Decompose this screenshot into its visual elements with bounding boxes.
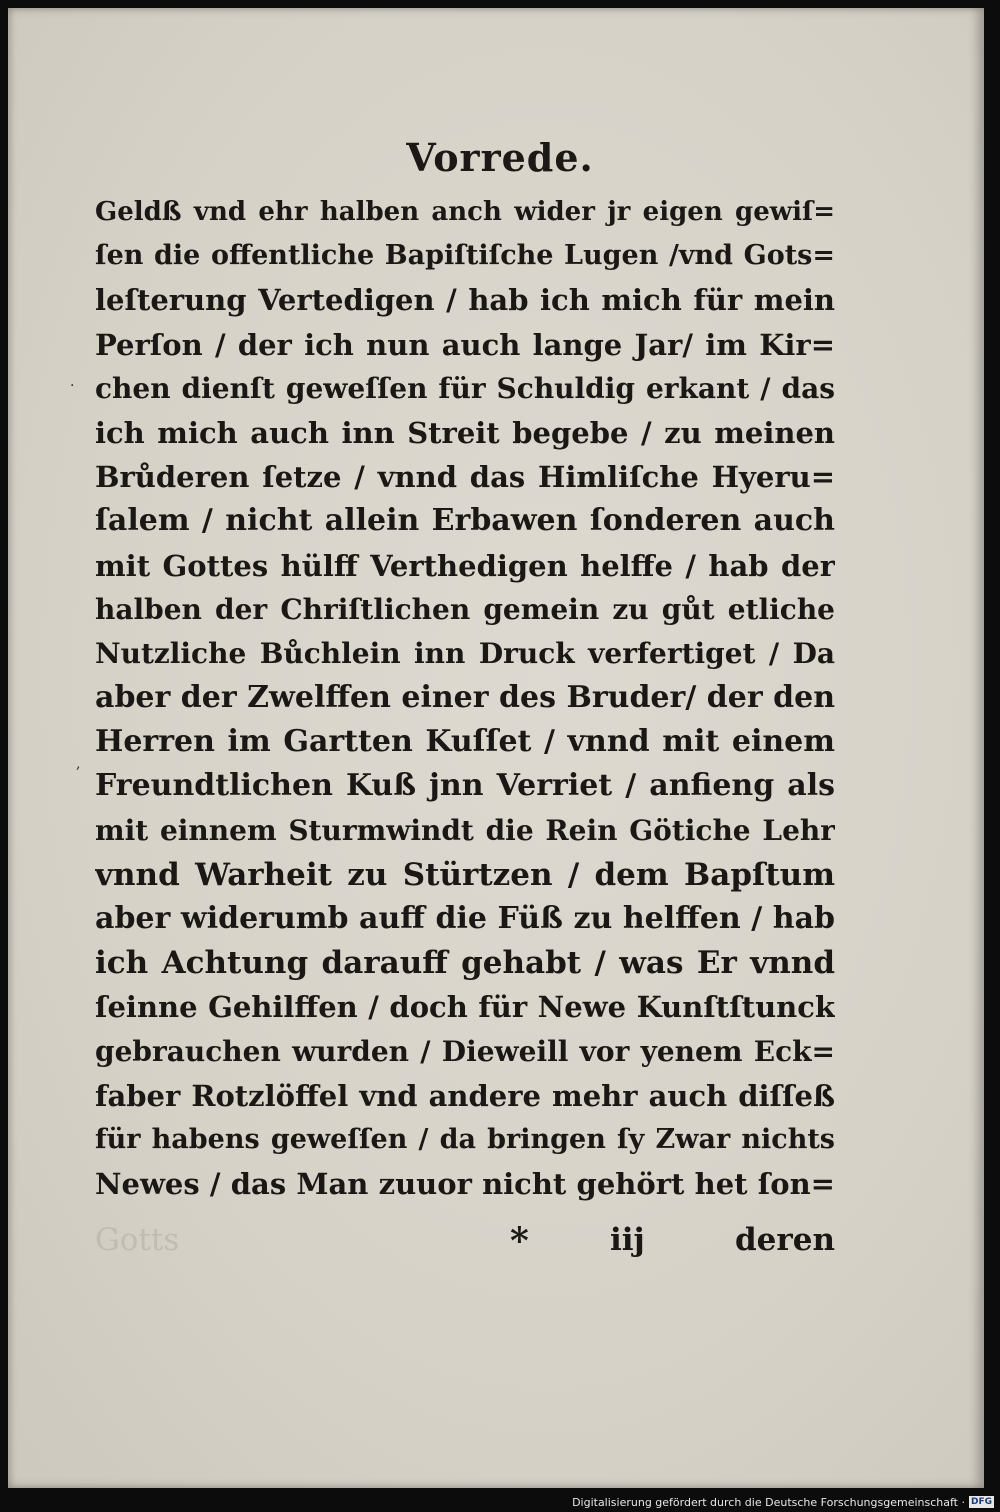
digitization-credit [572, 1492, 994, 1512]
text-line: ich Achtung darauff gehabt / was Er vnnd [95, 945, 835, 982]
text-line: für habens geweſſen / da bringen ſy Zwar nichts [95, 1123, 835, 1155]
signature-number: iij [610, 1222, 645, 1258]
show-through-text: Gotts [95, 1222, 180, 1258]
text-line: Freundtlichen Kuß jnn Verriet / anfieng als [95, 768, 835, 804]
text-line: ſalem / nicht allein Erbawen ſonderen auch [95, 503, 835, 539]
text-line: chen dienſt geweſſen für Schuldig erkant / das [95, 371, 835, 405]
text-line: ſeinne Gehilffen / doch für Newe Kunſtſtunck [95, 990, 835, 1025]
text-line: Nutzliche Bůchlein inn Druck verfertiget / Da [95, 636, 835, 670]
text-line: Brůderen ſetze / vnnd das Himliſche Hyeru= [95, 460, 835, 495]
ink-speck: · [70, 378, 75, 394]
text-line: vnnd Warheit zu Stürtzen / dem Bapſtum [95, 856, 835, 893]
signature-mark: * [510, 1220, 529, 1262]
dfg-logo: DFG [970, 1497, 992, 1507]
text-line: ſen die offentliche Bapiſtiſche Lugen /vnd Gots= [95, 240, 835, 272]
catchword: deren [735, 1222, 835, 1258]
text-line: mit Gottes hülff Verthedigen helffe / hab der [95, 548, 835, 583]
text-line: Perſon / der ich nun auch lange Jar/ im Kir= [95, 327, 835, 362]
credit-text: Digitalisierung gefördert durch die Deutsche Forschungsgemeinschaft · [572, 1495, 965, 1509]
text-line: faber Rotzlöffel vnd andere mehr auch diſſeß [95, 1078, 835, 1113]
body-text [95, 190, 835, 1206]
running-head: Vorrede. [406, 135, 594, 180]
text-line: mit einnem Sturmwindt die Rein Götiche Lehr [95, 813, 835, 847]
text-line: Newes / das Man zuuor nicht gehört het ſon= [95, 1167, 835, 1202]
text-line: halben der Chriſtlichen gemein zu gůt etliche [95, 592, 835, 626]
text-line: Geldß vnd ehr halben anch wider jr eigen gewiſ= [95, 197, 835, 227]
text-line: ich mich auch inn Streit begebe / zu meinen [95, 415, 835, 450]
text-line: gebrauchen wurden / Dieweill vor yenem Eck= [95, 1034, 835, 1068]
page-footer [95, 1222, 835, 1266]
text-line: Herren im Gartten Kuſſet / vnnd mit einem [95, 724, 835, 760]
text-line: leſterung Vertedigen / hab ich mich für mein [95, 283, 835, 318]
text-line: aber der Zwelffen einer des Bruder/ der den [95, 680, 835, 716]
ink-speck: , [76, 756, 81, 772]
text-line: aber widerumb auff die Füß zu helffen / hab [95, 901, 835, 936]
